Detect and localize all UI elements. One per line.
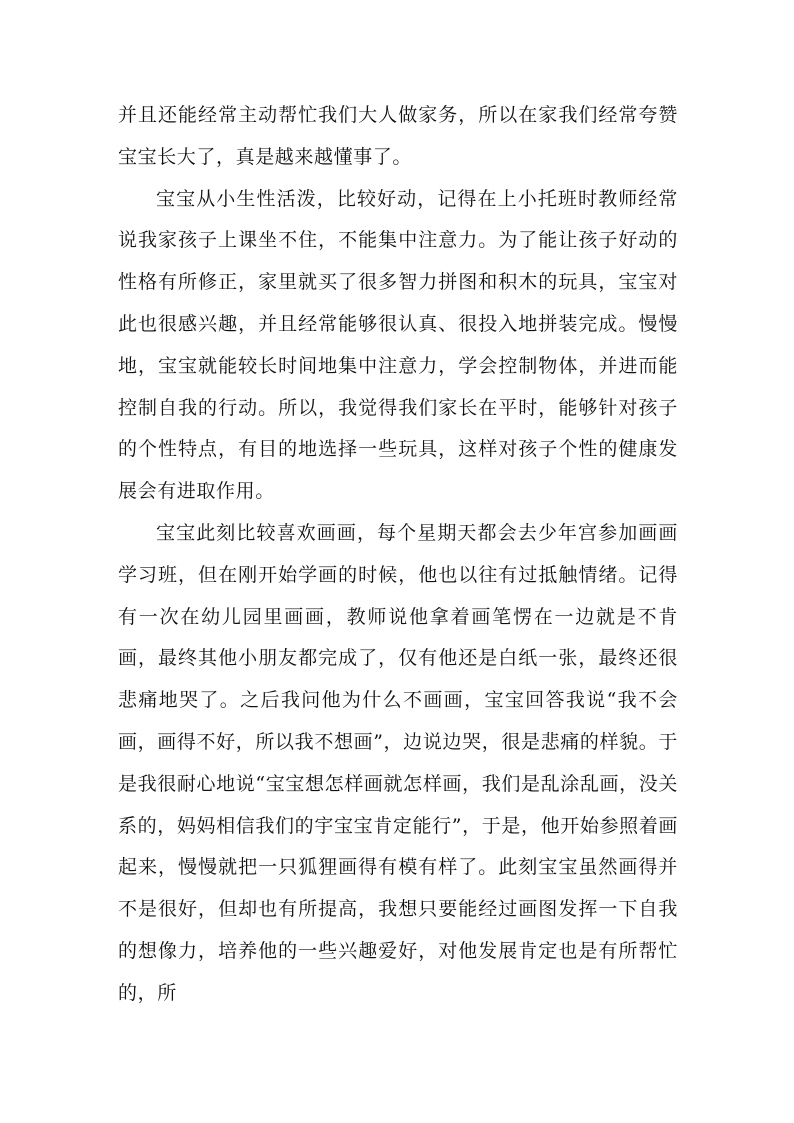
paragraph-2: 宝宝从小生性活泼，比较好动，记得在上小托班时教师经常说我家孩子上课坐不住，不能集中注意力。为了能让孩子好动的性格有所修正，家里就买了很多智力拼图和积木的玩具，宝宝对此也很感兴趣，并且经常能够很认真、很投入地拼装完成。慢慢地，宝宝就能较长时间地集中注意力，学会控制物体，并进而能控制自我的行动。所以，我觉得我们家长在平时，能够针对孩子的个性特点，有目的地选择一些玩具，这样对孩子个性的健康发展会有进取作用。 xyxy=(118,187,678,503)
paragraph-3: 宝宝此刻比较喜欢画画，每个星期天都会去少年宫参加画画学习班，但在刚开始学画的时候，他也以往有过抵触情绪。记得有一次在幼儿园里画画，教师说他拿着画笔愣在一边就是不肯画，最终其他小朋友都完成了，仅有他还是白纸一张，最终还很悲痛地哭了。之后我问他为什么不画画，宝宝回答我说“我不会画，画得不好，所以我不想画”，边说边哭，很是悲痛的样貌。于是我很耐心地说“宝宝想怎样画就怎样画，我们是乱涂乱画，没关系的，妈妈相信我们的宇宝宝肯定能行”，于是，他开始参照着画起来，慢慢就把一只狐狸画得有模有样了。此刻宝宝虽然画得并不是很好，但却也有所提高，我想只要能经过画图发挥一下自我的想像力，培养他的一些兴趣爱好，对他发展肯定也是有所帮忙的，所 xyxy=(118,521,678,1004)
body-text xyxy=(118,95,678,1015)
paragraph-1: 并且还能经常主动帮忙我们大人做家务，所以在家我们经常夸赞宝宝长大了，真是越来越懂事了。 xyxy=(118,104,678,168)
